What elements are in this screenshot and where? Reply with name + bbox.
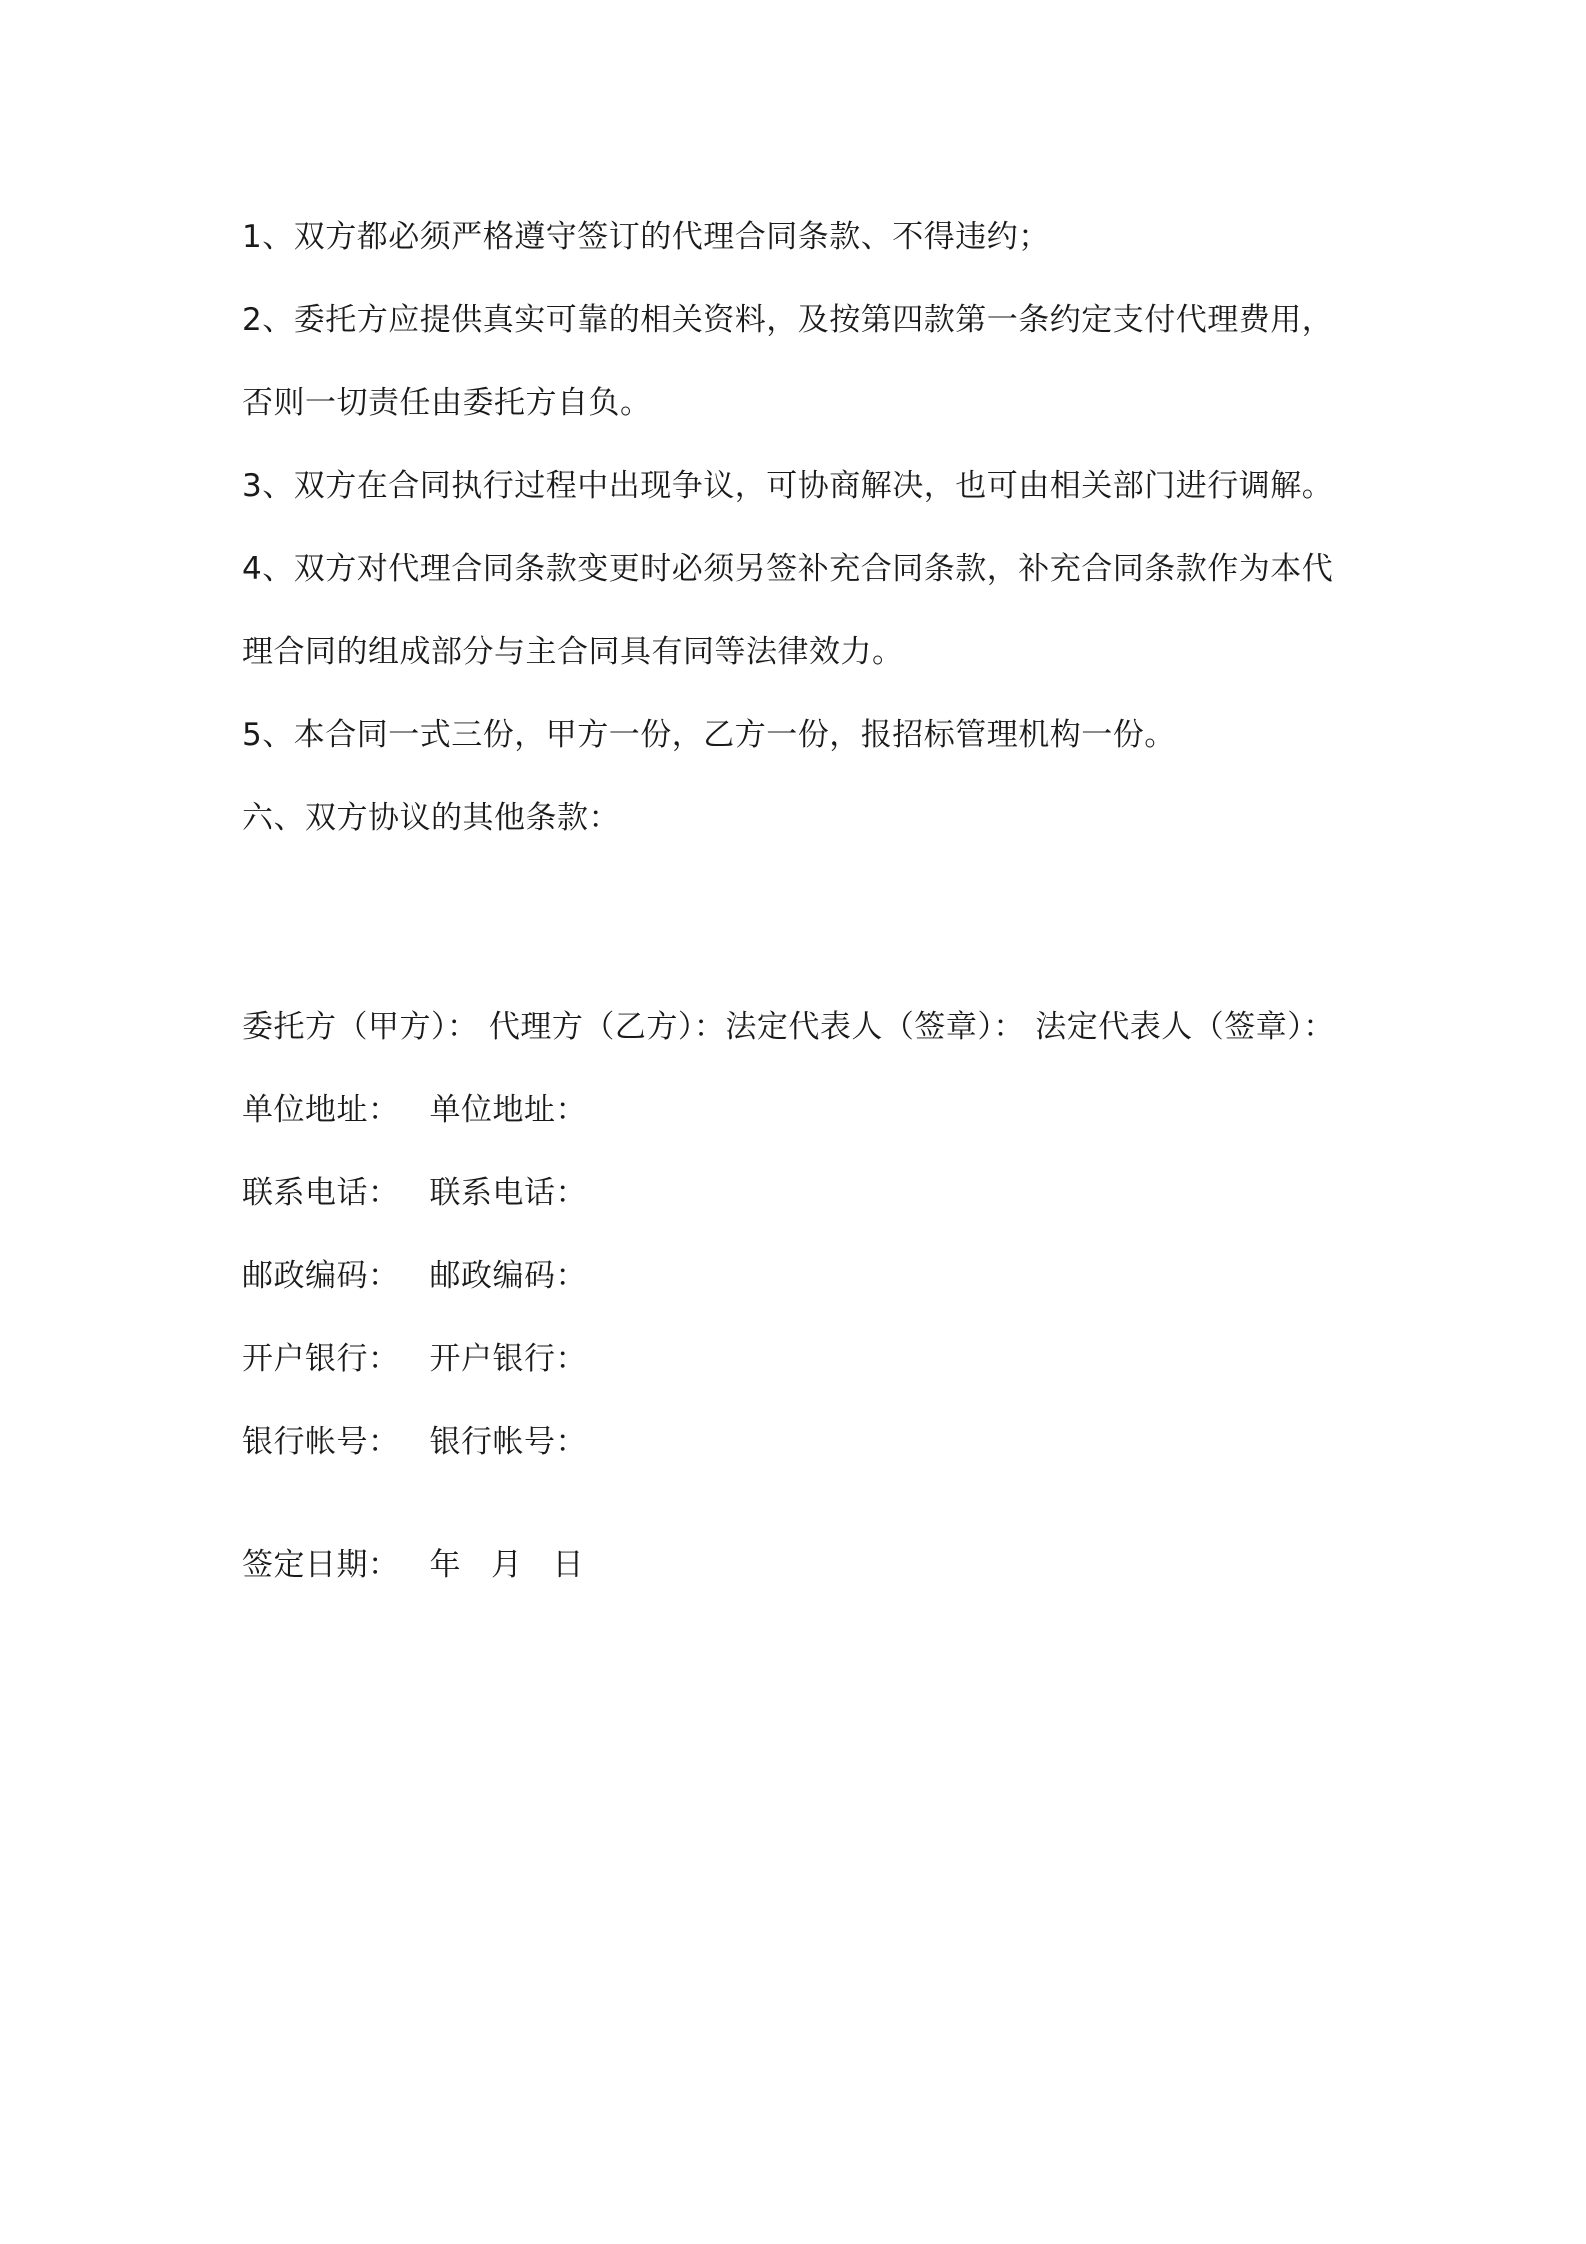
field-row-account (242, 1401, 1362, 1484)
party-a-address-label: 单位地址： (242, 1092, 400, 1128)
field-row-postcode (242, 1235, 1362, 1318)
field-row-bank (242, 1318, 1362, 1401)
party-a-postcode-label: 邮政编码： (242, 1258, 400, 1294)
party-b-account-label: 银行帐号： (429, 1424, 587, 1460)
clause-3: 3、双方在合同执行过程中出现争议，可协商解决，也可由相关部门进行调解。 (242, 468, 1334, 504)
clause-2: 2、委托方应提供真实可靠的相关资料，及按第四款第一条约定支付代理费用，否则一切责任由委托方自负。 (242, 302, 1334, 421)
date-month: 月 (491, 1547, 523, 1583)
date-year: 年 (429, 1547, 461, 1583)
clause-5: 5、本合同一式三份，甲方一份，乙方一份，报招标管理机构一份。 (242, 717, 1176, 753)
section-six-heading: 六、双方协议的其他条款： (242, 800, 620, 836)
signing-date-label: 签定日期： (242, 1547, 400, 1583)
clause-4: 4、双方对代理合同条款变更时必须另签补充合同条款，补充合同条款作为本代理合同的组成部分与主合同具有同等法律效力。 (242, 551, 1334, 670)
party-b-address-label: 单位地址： (429, 1092, 587, 1128)
blank-space (242, 860, 1362, 986)
party-a-bank-label: 开户银行： (242, 1341, 400, 1377)
field-row-phone (242, 1152, 1362, 1235)
field-row-address (242, 1069, 1362, 1152)
party-b-postcode-label: 邮政编码： (429, 1258, 587, 1294)
party-b-bank-label: 开户银行： (429, 1341, 587, 1377)
party-b-phone-label: 联系电话： (429, 1175, 587, 1211)
signature-block: 委托方（甲方）： 代理方（乙方）：法定代表人（签章）： 法定代表人（签章）： (242, 1009, 1335, 1045)
signing-date-row (242, 1524, 1362, 1607)
contract-body (242, 196, 1362, 1607)
clause-1: 1、双方都必须严格遵守签订的代理合同条款、不得违约； (242, 219, 1050, 255)
party-a-account-label: 银行帐号： (242, 1424, 400, 1460)
blank-space-2 (242, 1484, 1362, 1524)
date-day: 日 (552, 1547, 584, 1583)
party-a-phone-label: 联系电话： (242, 1175, 400, 1211)
